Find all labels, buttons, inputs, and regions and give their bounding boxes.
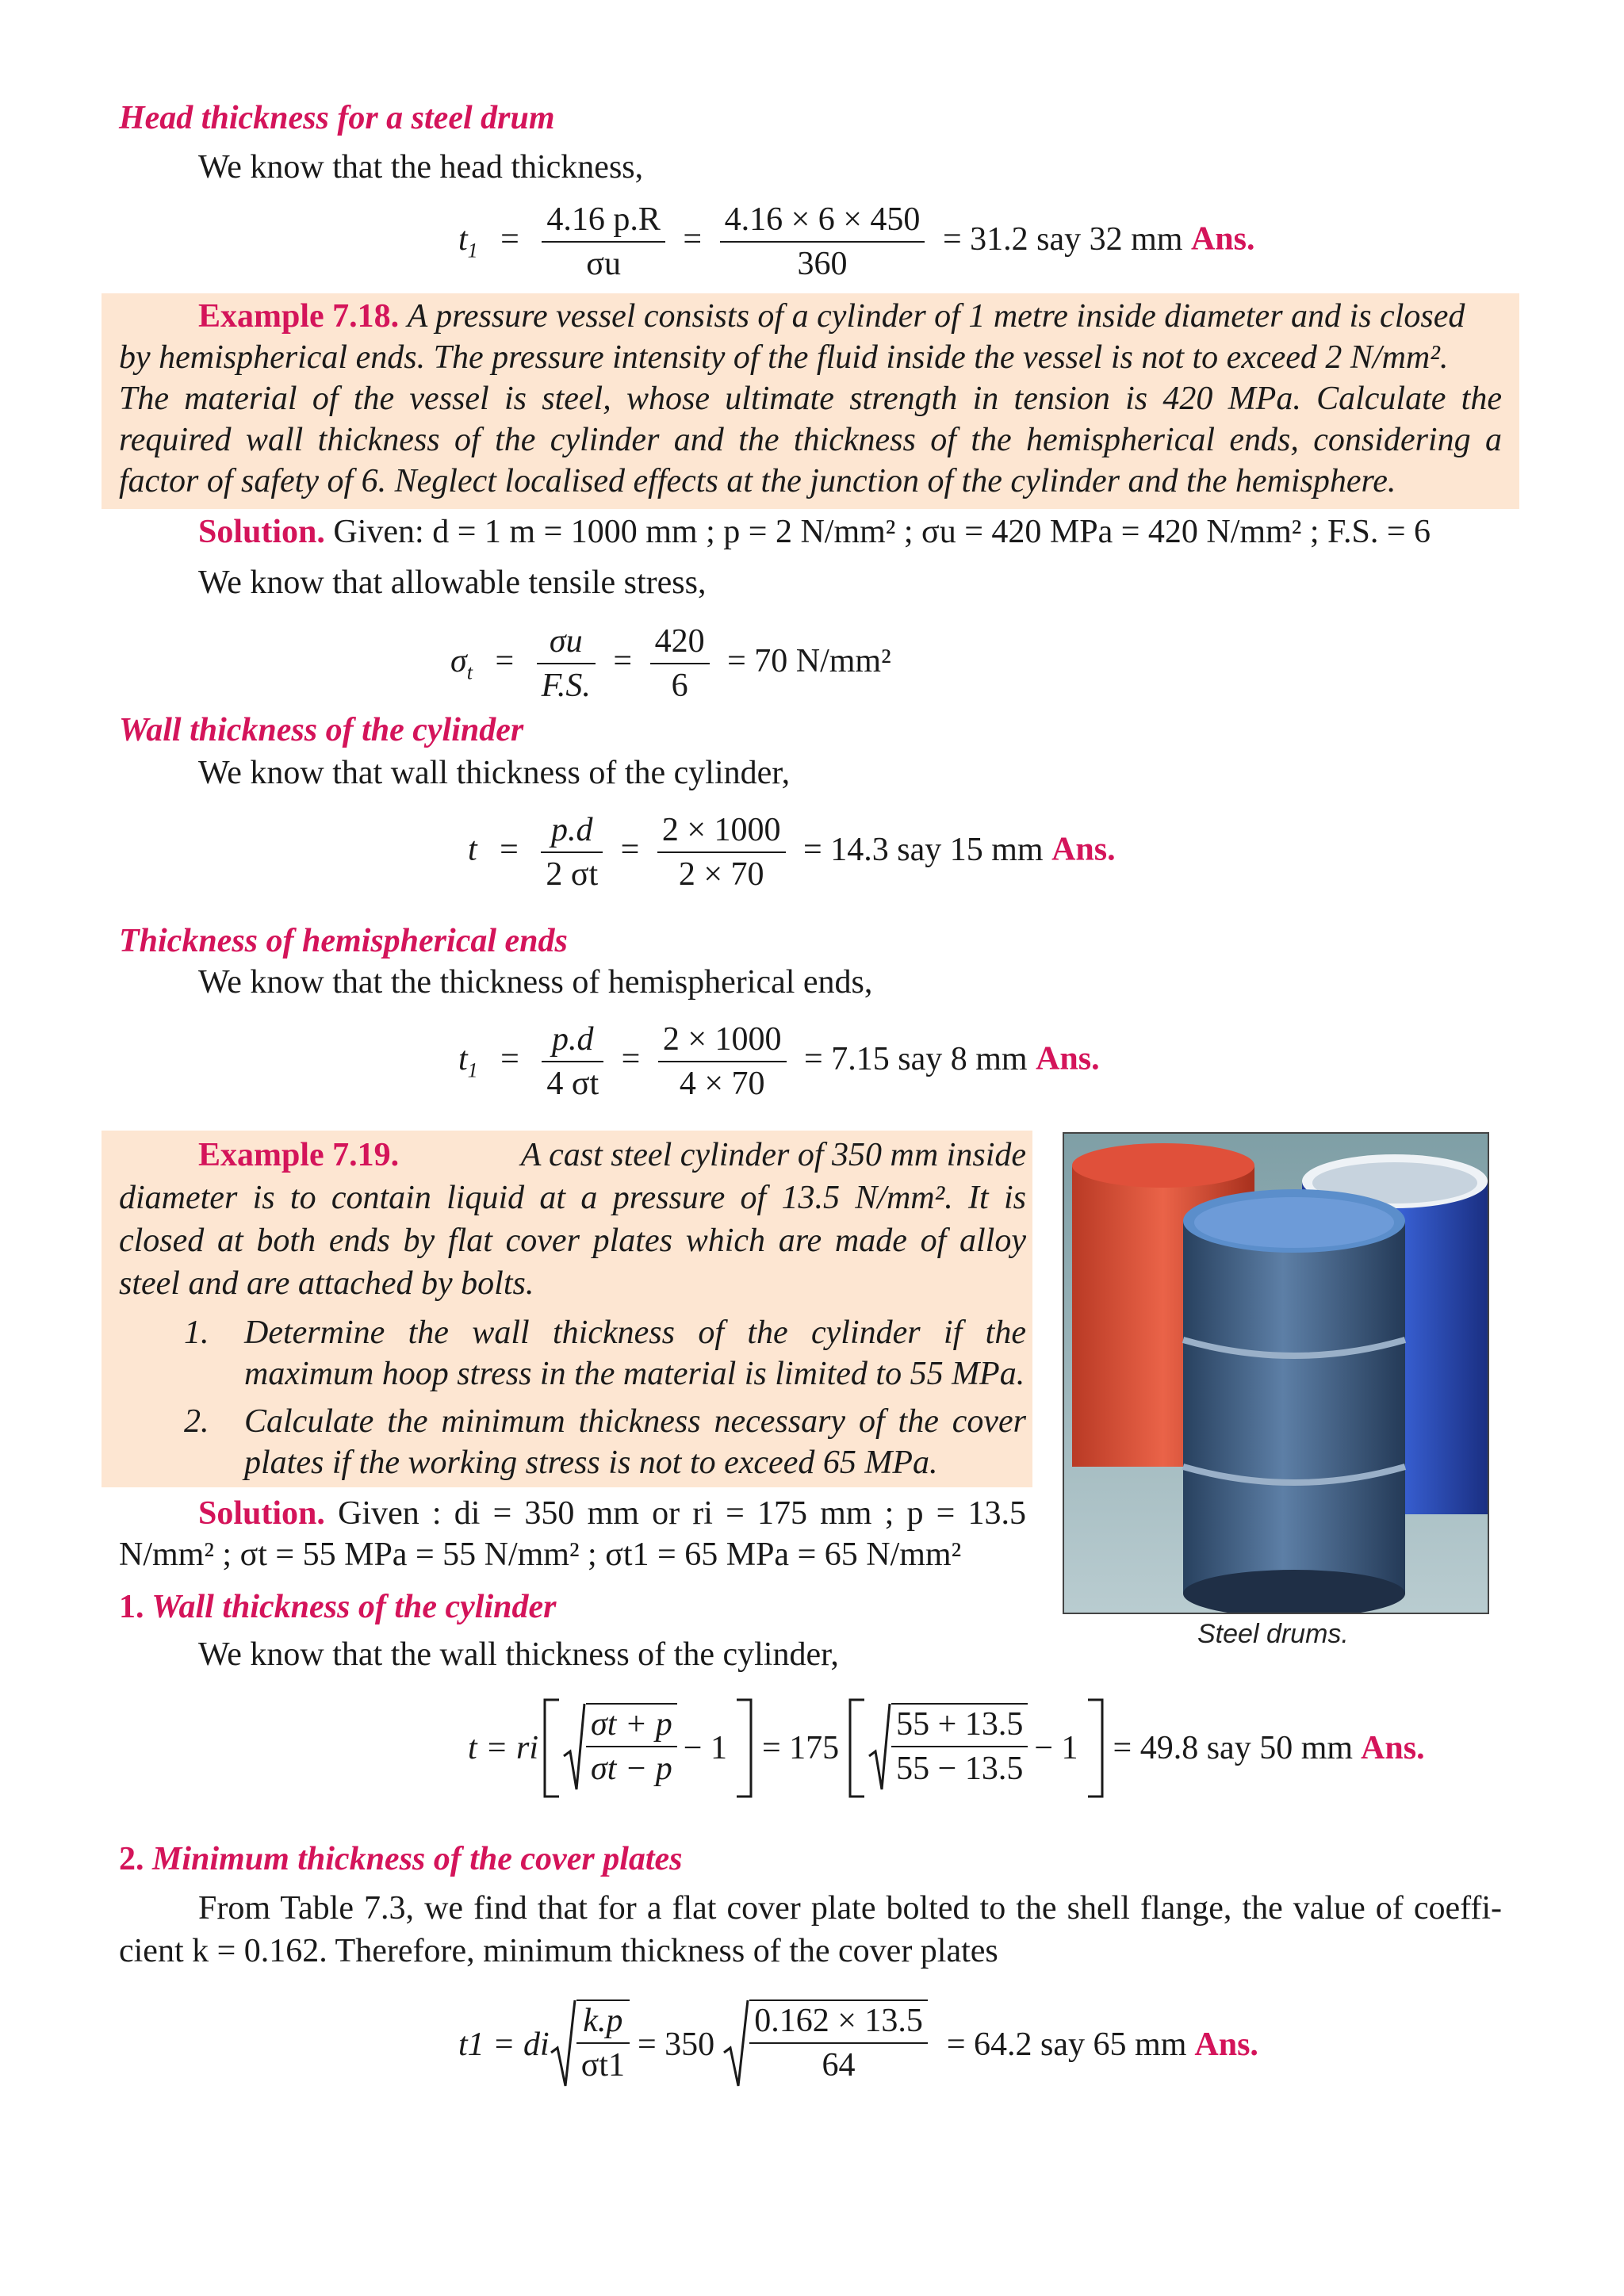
example-label: Example 7.19. — [198, 1137, 400, 1173]
section-heading-head-thickness: Head thickness for a steel drum — [119, 100, 555, 136]
eq-numerator: σt + p — [586, 1705, 677, 1747]
eq-denominator: 4 × 70 — [679, 1066, 765, 1102]
example-label: Example 7.18. — [198, 298, 400, 335]
eq-lhs: t = ri — [468, 1730, 539, 1766]
solution-7-19-line-1 — [198, 1492, 1026, 1535]
example-7-18-line-2: by hemispherical ends. The pressure intensity of the fluid inside the vessel is not to exceed 2 N/mm². — [119, 339, 1449, 376]
eq-fraction-numeric — [657, 810, 786, 894]
section-heading-hemispherical: Thickness of hemispherical ends — [119, 923, 568, 959]
section-heading-wall-thickness: Wall thickness of the cylinder — [119, 712, 524, 748]
example-7-18-line-5: factor of safety of 6. Neglect localised effects at the junction of the cylinder and the hemisphere. — [119, 463, 1396, 499]
eq-fraction-numeric — [658, 1020, 787, 1104]
eq-minus-one: − 1 — [683, 1730, 727, 1766]
eq-numerator: σu — [537, 622, 596, 664]
eq-lhs: $t_1$ — [458, 220, 478, 262]
eq-denominator: 4 σt — [546, 1066, 599, 1102]
solution-7-18 — [198, 511, 1431, 553]
example-7-18-line-4: required wall thickness of the cylinder and the thickness of the hemispherical ends, considering a — [119, 422, 1502, 458]
solution-label: Solution. — [198, 514, 325, 550]
eq-result: = 64.2 say 65 mm — [946, 2026, 1187, 2063]
eq-fraction-numeric — [749, 1999, 928, 2085]
example-7-19-line-4: steel and are attached by bolts. — [119, 1265, 534, 1302]
eq-numerator: p.d — [541, 810, 603, 853]
eq-lhs: t — [468, 831, 477, 868]
equation-thick-cylinder — [468, 1697, 1425, 1800]
cover-intro-line-2: cient k = 0.162. Therefore, minimum thickness of the cover plates — [119, 1933, 998, 1969]
list-item-1-line-1: Determine the wall thickness of the cylinder if the — [244, 1314, 1026, 1351]
allowable-stress-intro: We know that allowable tensile stress, — [198, 564, 707, 601]
eq-lhs: t1 = di — [458, 2026, 550, 2063]
wall2-intro-text: We know that the wall thickness of the cylinder, — [198, 1636, 839, 1673]
section-heading-cover-plates — [119, 1838, 683, 1881]
eq-numerator: 420 — [650, 622, 710, 664]
eq-result: = 7.15 say 8 mm — [804, 1040, 1028, 1077]
eq-result: = 14.3 say 15 mm — [803, 831, 1044, 868]
figure-caption: Steel drums. — [1197, 1619, 1349, 1649]
eq-denominator: σt1 — [580, 2047, 625, 2084]
list-number-2: 2. — [184, 1403, 209, 1440]
eq-result: = 70 N/mm² — [727, 642, 891, 679]
steel-drums-photo — [1063, 1132, 1489, 1614]
eq-denominator: 6 — [671, 668, 688, 704]
head-intro-text: We know that the head thickness, — [198, 149, 644, 186]
eq-result: = 49.8 say 50 mm — [1113, 1730, 1354, 1766]
equation-hemispherical: $t_1$ = $\frac{p.d}{4 \sigma t}$ = $\frac{2 \times 1000}{4 \times 70}$ = 7.15 say 8 mm Ans. — [458, 1021, 1100, 1102]
sqrt-sign — [562, 1701, 586, 1796]
list-number-1: 1. — [184, 1314, 209, 1351]
equation-wall-thickness: t = $\frac{p.d}{2 \sigma t}$ = $\frac{2 \times 1000}{2 \times 70}$ = 14.3 say 15 mm Ans. — [468, 812, 1116, 893]
solution-label: Solution. — [198, 1495, 325, 1532]
eq-denominator: F.S. — [541, 668, 591, 704]
eq-fraction-symbolic — [576, 1999, 630, 2085]
eq-denominator: 2 σt — [546, 856, 599, 893]
left-bracket — [844, 1697, 868, 1800]
left-bracket — [538, 1697, 562, 1800]
eq-denominator: 2 × 70 — [678, 856, 764, 893]
eq-denominator: 55 − 13.5 — [896, 1751, 1024, 1787]
list-item-2-line-2: plates if the working stress is not to exceed 65 MPa. — [244, 1445, 938, 1481]
example-7-19-line-2: diameter is to contain liquid at a pressure of 13.5 N/mm². It is — [119, 1180, 1026, 1216]
eq-result: = 31.2 say 32 mm — [942, 220, 1183, 258]
eq-denominator: σu — [586, 246, 621, 282]
eq-numerator: 4.16 p.R — [542, 200, 665, 243]
section-number: 2. — [119, 1841, 144, 1877]
wall-intro-text: We know that wall thickness of the cylinder, — [198, 755, 791, 791]
example-7-18-line-3: The material of the vessel is steel, whose ultimate strength in tension is 420 MPa. Calculate the — [119, 381, 1502, 417]
eq-lhs: $\sigma_t$ — [450, 642, 473, 684]
ans-label: Ans. — [1361, 1730, 1425, 1766]
solution-given: Given: d = 1 m = 1000 mm ; p = 2 N/mm² ; σu = 420 MPa = 420 N/mm² ; F.S. = 6 — [333, 514, 1431, 550]
example-7-19-line-3: closed at both ends by flat cover plates which are made of alloy — [119, 1223, 1026, 1259]
eq-mid: = 350 — [638, 2026, 715, 2063]
equation-head-thickness: $t_1$ = $\frac{4.16 p.R}{\sigma u}$ = $\frac{4.16 \times 6 \times 450}{360}$ = 31.2 say 32 mm Ans. — [458, 201, 1255, 282]
equation-cover-plate — [458, 1993, 1258, 2096]
eq-fraction-numeric — [650, 622, 710, 706]
ans-label: Ans. — [1051, 831, 1116, 868]
eq-fraction-symbolic — [541, 810, 603, 894]
example-7-19-line-1 — [198, 1134, 1026, 1177]
eq-numerator: k.p — [576, 2001, 630, 2044]
eq-fraction-symbolic — [542, 1020, 603, 1104]
sqrt-sign — [722, 1997, 749, 2092]
eq-fraction-symbolic — [586, 1703, 677, 1789]
eq-fraction-symbolic — [542, 200, 665, 284]
eq-denominator: σt − p — [591, 1751, 672, 1787]
eq-denominator: 360 — [797, 246, 848, 282]
eq-numerator: p.d — [542, 1020, 603, 1062]
right-bracket — [1085, 1697, 1109, 1800]
eq-mid: = 175 — [761, 1730, 840, 1766]
eq-lhs: $t_1$ — [458, 1040, 478, 1082]
list-item-2-line-1: Calculate the minimum thickness necessary of the cover — [244, 1403, 1026, 1440]
example-text: A cast steel cylinder of 350 mm inside — [520, 1137, 1026, 1173]
eq-numerator: 4.16 × 6 × 450 — [720, 200, 925, 243]
hemi-intro-text: We know that the thickness of hemispherical ends, — [198, 964, 873, 1001]
section-number: 1. — [119, 1589, 144, 1625]
sqrt-sign — [868, 1701, 891, 1796]
list-item-1-line-2: maximum hoop stress in the material is limited to 55 MPa. — [244, 1356, 1025, 1392]
eq-denominator: 64 — [822, 2047, 856, 2084]
ans-label: Ans. — [1190, 220, 1255, 258]
eq-minus-one: − 1 — [1034, 1730, 1078, 1766]
eq-numerator: 0.162 × 13.5 — [749, 2001, 928, 2044]
solution-7-19-line-2: N/mm² ; σt = 55 MPa = 55 N/mm² ; σt1 = 65 MPa = 65 N/mm² — [119, 1536, 962, 1573]
cover-intro-line-1: From Table 7.3, we find that for a flat cover plate bolted to the shell flange, the value of coeffi- — [198, 1890, 1502, 1927]
example-7-18-line-1 — [198, 295, 1465, 338]
section-title: Minimum thickness of the cover plates — [152, 1841, 683, 1877]
eq-fraction-numeric — [720, 200, 925, 284]
sqrt-sign — [550, 1997, 576, 2092]
section-heading-wall-thickness-2 — [119, 1586, 556, 1628]
eq-numerator: 2 × 1000 — [658, 1020, 787, 1062]
eq-numerator: 2 × 1000 — [657, 810, 786, 853]
ans-label: Ans. — [1194, 2026, 1258, 2063]
eq-fraction-symbolic — [537, 622, 596, 706]
ans-label: Ans. — [1036, 1040, 1100, 1077]
solution-given: Given : di = 350 mm or ri = 175 mm ; p = 13.5 — [338, 1495, 1026, 1532]
right-bracket — [733, 1697, 757, 1800]
equation-allowable-stress: $\sigma_t$ = $\frac{\sigma u}{F.S.}$ = $\frac{420}{6}$ = 70 N/mm² — [450, 623, 891, 704]
example-text: A pressure vessel consists of a cylinder of 1 metre inside diameter and is closed — [407, 298, 1465, 335]
section-title: Wall thickness of the cylinder — [151, 1589, 557, 1625]
eq-fraction-numeric — [891, 1703, 1028, 1789]
eq-numerator: 55 + 13.5 — [891, 1705, 1028, 1747]
